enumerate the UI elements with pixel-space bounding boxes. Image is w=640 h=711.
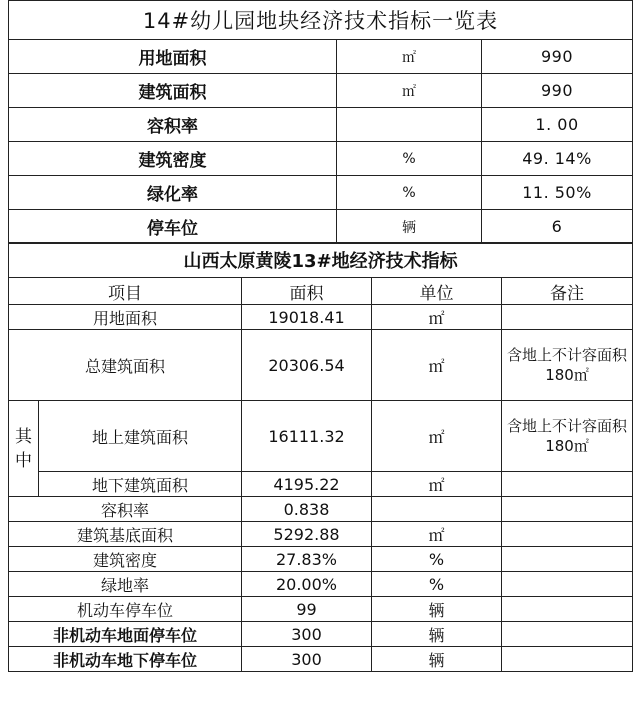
row-area: 99	[242, 597, 372, 622]
row-unit: ㎡	[372, 472, 502, 497]
row-label: 用地面积	[9, 305, 242, 330]
qizhong-label: 其中	[9, 401, 39, 497]
header-note: 备注	[502, 278, 633, 305]
table-row	[9, 210, 633, 244]
row-note	[502, 547, 633, 572]
row-unit: ㎡	[372, 522, 502, 547]
table-row	[9, 647, 633, 672]
row-unit: 辆	[337, 210, 482, 244]
table-header-row	[9, 278, 633, 305]
table-row	[9, 597, 633, 622]
plot13-indicator-table	[8, 242, 633, 672]
row-unit: ㎡	[372, 401, 502, 472]
table-row	[9, 497, 633, 522]
row-note	[502, 572, 633, 597]
row-unit	[337, 108, 482, 142]
row-label: 建筑基底面积	[9, 522, 242, 547]
row-label: 停车位	[9, 210, 337, 244]
table-row	[9, 472, 633, 497]
row-note	[502, 647, 633, 672]
row-value: 49. 14%	[482, 142, 633, 176]
row-unit: 辆	[372, 647, 502, 672]
table1-title: 14#幼儿园地块经济技术指标一览表	[9, 1, 633, 40]
row-label: 地上建筑面积	[39, 401, 242, 472]
table-row	[9, 108, 633, 142]
document-sheet	[8, 0, 632, 706]
row-value: 6	[482, 210, 633, 244]
row-label: 用地面积	[9, 40, 337, 74]
row-unit: ㎡	[372, 305, 502, 330]
row-label: 建筑密度	[9, 142, 337, 176]
row-value: 990	[482, 74, 633, 108]
row-unit: %	[372, 572, 502, 597]
row-area: 19018.41	[242, 305, 372, 330]
row-unit: ㎡	[337, 40, 482, 74]
table-row	[9, 401, 633, 472]
row-note: 含地上不计容面积180㎡	[502, 330, 633, 401]
row-note	[502, 497, 633, 522]
row-value: 990	[482, 40, 633, 74]
table-row	[9, 330, 633, 401]
row-unit: ㎡	[337, 74, 482, 108]
row-label: 非机动车地面停车位	[9, 622, 242, 647]
row-unit: ㎡	[372, 330, 502, 401]
row-note	[502, 522, 633, 547]
row-label: 机动车停车位	[9, 597, 242, 622]
table-row	[9, 305, 633, 330]
row-unit: %	[372, 547, 502, 572]
row-label: 建筑面积	[9, 74, 337, 108]
row-label: 总建筑面积	[9, 330, 242, 401]
table-row	[9, 622, 633, 647]
row-area: 0.838	[242, 497, 372, 522]
row-note	[502, 472, 633, 497]
row-area: 300	[242, 647, 372, 672]
row-label: 非机动车地下停车位	[9, 647, 242, 672]
table-row	[9, 522, 633, 547]
table2-title: 山西太原黄陵13#地经济技术指标	[9, 243, 633, 278]
row-unit	[372, 497, 502, 522]
header-item: 项目	[9, 278, 242, 305]
header-area: 面积	[242, 278, 372, 305]
row-note	[502, 622, 633, 647]
row-note	[502, 597, 633, 622]
row-area: 20.00%	[242, 572, 372, 597]
table-row	[9, 40, 633, 74]
row-value: 11. 50%	[482, 176, 633, 210]
table-row	[9, 547, 633, 572]
kindergarten-indicator-table	[8, 0, 633, 244]
table-row	[9, 74, 633, 108]
row-area: 27.83%	[242, 547, 372, 572]
row-label: 绿化率	[9, 176, 337, 210]
row-value: 1. 00	[482, 108, 633, 142]
table-row	[9, 572, 633, 597]
row-label: 容积率	[9, 108, 337, 142]
table-row	[9, 176, 633, 210]
row-area: 4195.22	[242, 472, 372, 497]
row-label: 建筑密度	[9, 547, 242, 572]
row-area: 16111.32	[242, 401, 372, 472]
row-unit: 辆	[372, 622, 502, 647]
row-area: 5292.88	[242, 522, 372, 547]
row-label: 地下建筑面积	[39, 472, 242, 497]
row-unit: 辆	[372, 597, 502, 622]
row-label: 绿地率	[9, 572, 242, 597]
row-unit: %	[337, 142, 482, 176]
row-area: 20306.54	[242, 330, 372, 401]
row-note	[502, 305, 633, 330]
row-note: 含地上不计容面积180㎡	[502, 401, 633, 472]
header-unit: 单位	[372, 278, 502, 305]
table-row	[9, 142, 633, 176]
row-area: 300	[242, 622, 372, 647]
row-label: 容积率	[9, 497, 242, 522]
row-unit: %	[337, 176, 482, 210]
